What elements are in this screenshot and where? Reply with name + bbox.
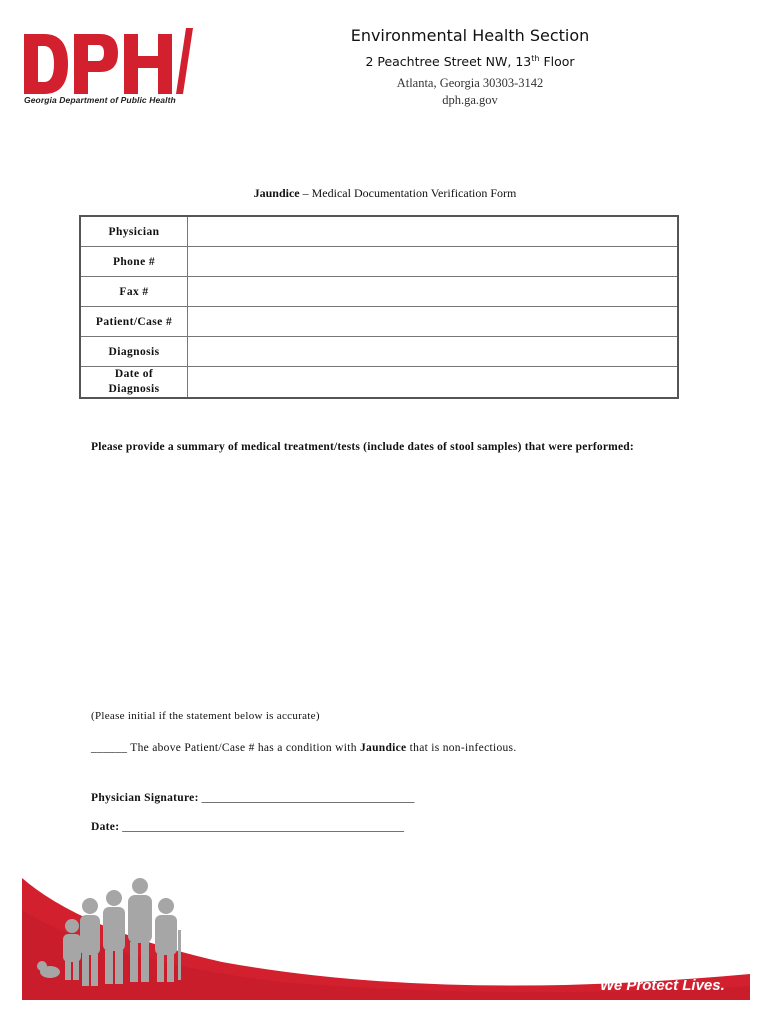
table-row [80,277,678,307]
fax-field[interactable] [188,277,679,307]
physician-label: Physician [80,216,188,247]
patient-case-label: Patient/Case # [80,307,188,337]
diagnosis-field[interactable] [188,337,679,367]
summary-instruction: Please provide a summary of medical treatment/tests (include dates of stool samples) that were performed: [91,441,634,453]
non-infectious-statement[interactable]: ______ The above Patient/Case # has a condition with Jaundice that is non-infectious. [91,742,517,754]
date-line[interactable]: Date: _________________________________________________ [91,821,404,833]
patient-case-field[interactable] [188,307,679,337]
physician-field[interactable] [188,216,679,247]
fax-label: Fax # [80,277,188,307]
table-row [80,307,678,337]
table-row [80,337,678,367]
phone-field[interactable] [188,247,679,277]
table-row [80,216,678,247]
diagnosis-label: Diagnosis [80,337,188,367]
table-row [80,247,678,277]
initial-note: (Please initial if the statement below is accurate) [91,710,320,722]
address-line-1: 2 Peachtree Street NW, 13th Floor [365,54,575,70]
address-line-2: Atlanta, Georgia 30303-3142 [396,76,544,90]
form-table [79,215,679,399]
physician-signature-line[interactable]: Physician Signature: _____________________________________ [91,792,415,804]
section-title: Environmental Health Section [350,26,590,45]
date-of-diagnosis-label: Date of Diagnosis [80,367,188,399]
phone-label: Phone # [80,247,188,277]
form-title: Jaundice – Medical Documentation Verification Form [253,186,517,200]
table-row [80,367,678,399]
tagline: We Protect Lives. [600,977,725,994]
date-of-diagnosis-field[interactable] [188,367,679,399]
website: dph.ga.gov [442,93,498,107]
org-name: Georgia Department of Public Health [24,95,176,105]
